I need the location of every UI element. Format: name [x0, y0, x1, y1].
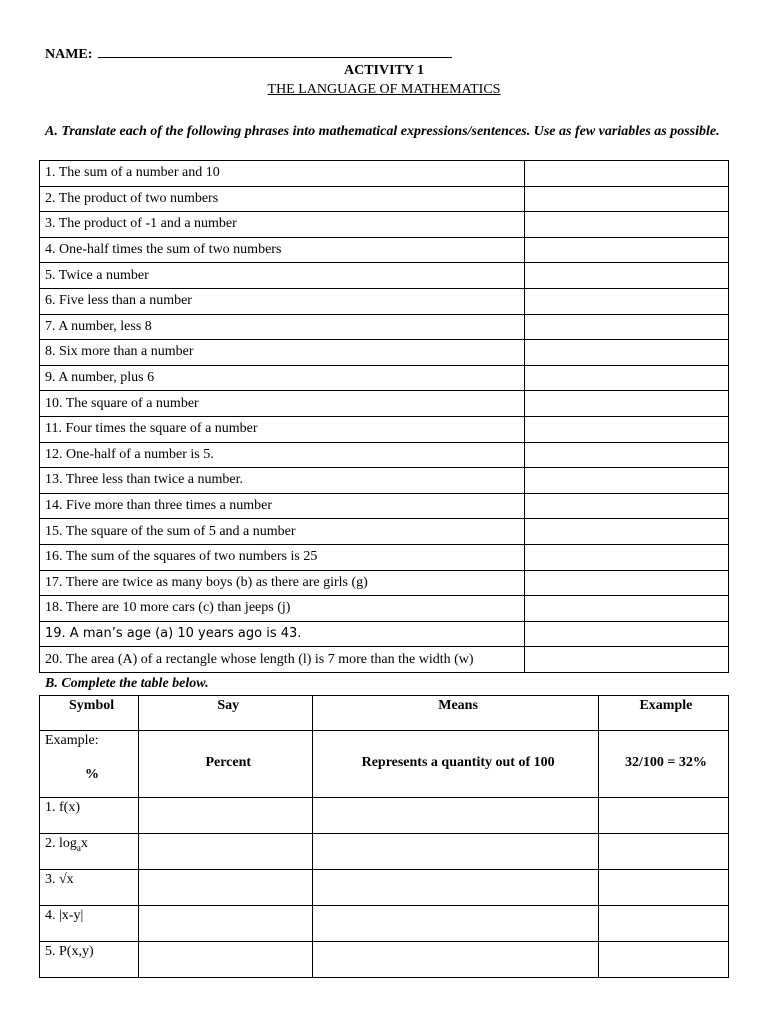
means-cell[interactable] [313, 870, 598, 906]
example-cell[interactable] [598, 942, 728, 978]
table-row [40, 212, 729, 238]
say-cell[interactable] [139, 942, 313, 978]
header-symbol: Symbol [40, 696, 139, 731]
phrase-cell: 11. Four times the square of a number [40, 416, 525, 442]
means-cell[interactable] [313, 834, 598, 870]
example-cell[interactable] [598, 870, 728, 906]
table-row [40, 416, 729, 442]
symbol-cell: 3. √x [40, 870, 139, 906]
table-row [40, 647, 729, 673]
table-row [40, 288, 729, 314]
phrase-cell: 17. There are twice as many boys (b) as there are girls (g) [40, 570, 525, 596]
phrase-cell: 4. One-half times the sum of two numbers [40, 237, 525, 263]
means-cell[interactable] [313, 942, 598, 978]
translation-table [39, 160, 729, 673]
symbol-table [39, 695, 729, 978]
table-row [40, 596, 729, 622]
phrase-cell: 12. One-half of a number is 5. [40, 442, 525, 468]
phrase-cell: 13. Three less than twice a number. [40, 468, 525, 494]
example-cell[interactable] [598, 834, 728, 870]
say-cell[interactable] [139, 906, 313, 942]
answer-cell[interactable] [524, 647, 728, 673]
table-row [40, 314, 729, 340]
phrase-cell: 19. A man’s age (a) 10 years ago is 43. [40, 621, 525, 647]
table-row [40, 942, 729, 978]
table-row [40, 870, 729, 906]
example-label: Example: [45, 733, 99, 748]
phrase-cell: 18. There are 10 more cars (c) than jeeps (j) [40, 596, 525, 622]
table-row [40, 906, 729, 942]
example-row [40, 731, 729, 798]
example-cell[interactable] [598, 906, 728, 942]
log-base: a [76, 842, 81, 853]
table-row [40, 798, 729, 834]
table-row [40, 544, 729, 570]
phrase-cell: 9. A number, plus 6 [40, 365, 525, 391]
table-row [40, 570, 729, 596]
table-row [40, 365, 729, 391]
section-b-instruction: B. Complete the table below. [45, 676, 209, 691]
answer-cell[interactable] [524, 570, 728, 596]
answer-cell[interactable] [524, 442, 728, 468]
answer-cell[interactable] [524, 468, 728, 494]
answer-cell[interactable] [524, 288, 728, 314]
activity-subtitle: THE LANGUAGE OF MATHEMATICS [267, 82, 501, 97]
table-row [40, 263, 729, 289]
header-example: Example [598, 696, 728, 731]
example-cell[interactable] [598, 798, 728, 834]
log-arg: x [80, 836, 88, 851]
answer-cell[interactable] [524, 621, 728, 647]
answer-cell[interactable] [524, 519, 728, 545]
table-row [40, 391, 729, 417]
phrase-cell: 20. The area (A) of a rectangle whose length (l) is 7 more than the width (w) [40, 647, 525, 673]
phrase-cell: 2. The product of two numbers [40, 186, 525, 212]
header-say: Say [139, 696, 313, 731]
example-symbol-cell [40, 731, 139, 798]
answer-cell[interactable] [524, 493, 728, 519]
table-row [40, 161, 729, 187]
answer-cell[interactable] [524, 365, 728, 391]
answer-cell[interactable] [524, 340, 728, 366]
table-row [40, 186, 729, 212]
answer-cell[interactable] [524, 596, 728, 622]
symbol-cell: 4. |x-y| [40, 906, 139, 942]
say-cell[interactable] [139, 834, 313, 870]
phrase-cell: 5. Twice a number [40, 263, 525, 289]
symbol-cell: 1. f(x) [40, 798, 139, 834]
answer-cell[interactable] [524, 186, 728, 212]
phrase-cell: 8. Six more than a number [40, 340, 525, 366]
table-row [40, 442, 729, 468]
phrase-cell: 16. The sum of the squares of two numbers is 25 [40, 544, 525, 570]
table-row [40, 493, 729, 519]
means-cell[interactable] [313, 906, 598, 942]
say-cell[interactable] [139, 870, 313, 906]
answer-cell[interactable] [524, 161, 728, 187]
example-say: Percent [139, 731, 313, 798]
table-row [40, 237, 729, 263]
log-main: 2. log [45, 836, 77, 851]
example-example: 32/100 = 32% [598, 731, 728, 798]
phrase-cell: 3. The product of -1 and a number [40, 212, 525, 238]
answer-cell[interactable] [524, 212, 728, 238]
example-symbol: % [85, 767, 99, 782]
example-means: Represents a quantity out of 100 [313, 731, 598, 798]
answer-cell[interactable] [524, 314, 728, 340]
means-cell[interactable] [313, 798, 598, 834]
answer-cell[interactable] [524, 416, 728, 442]
answer-cell[interactable] [524, 237, 728, 263]
phrase-cell: 7. A number, less 8 [40, 314, 525, 340]
symbol-cell [40, 834, 139, 870]
phrase-cell: 10. The square of a number [40, 391, 525, 417]
table-row [40, 519, 729, 545]
section-a-instruction: A. Translate each of the following phrases into mathematical expressions/sentences. Use as few variables as possible. [45, 124, 720, 139]
answer-cell[interactable] [524, 263, 728, 289]
answer-cell[interactable] [524, 544, 728, 570]
phrase-cell: 14. Five more than three times a number [40, 493, 525, 519]
table-row [40, 340, 729, 366]
name-blank[interactable] [98, 44, 452, 58]
table-row [40, 621, 729, 647]
table-row [40, 834, 729, 870]
phrase-cell: 15. The square of the sum of 5 and a number [40, 519, 525, 545]
symbol-cell: 5. P(x,y) [40, 942, 139, 978]
name-label: NAME: [45, 47, 93, 62]
phrase-cell: 6. Five less than a number [40, 288, 525, 314]
table-row [40, 468, 729, 494]
name-field [45, 44, 452, 63]
say-cell[interactable] [139, 798, 313, 834]
phrase-cell: 1. The sum of a number and 10 [40, 161, 525, 187]
answer-cell[interactable] [524, 391, 728, 417]
header-means: Means [313, 696, 598, 731]
activity-title: ACTIVITY 1 [344, 63, 424, 78]
table-header-row [40, 696, 729, 731]
